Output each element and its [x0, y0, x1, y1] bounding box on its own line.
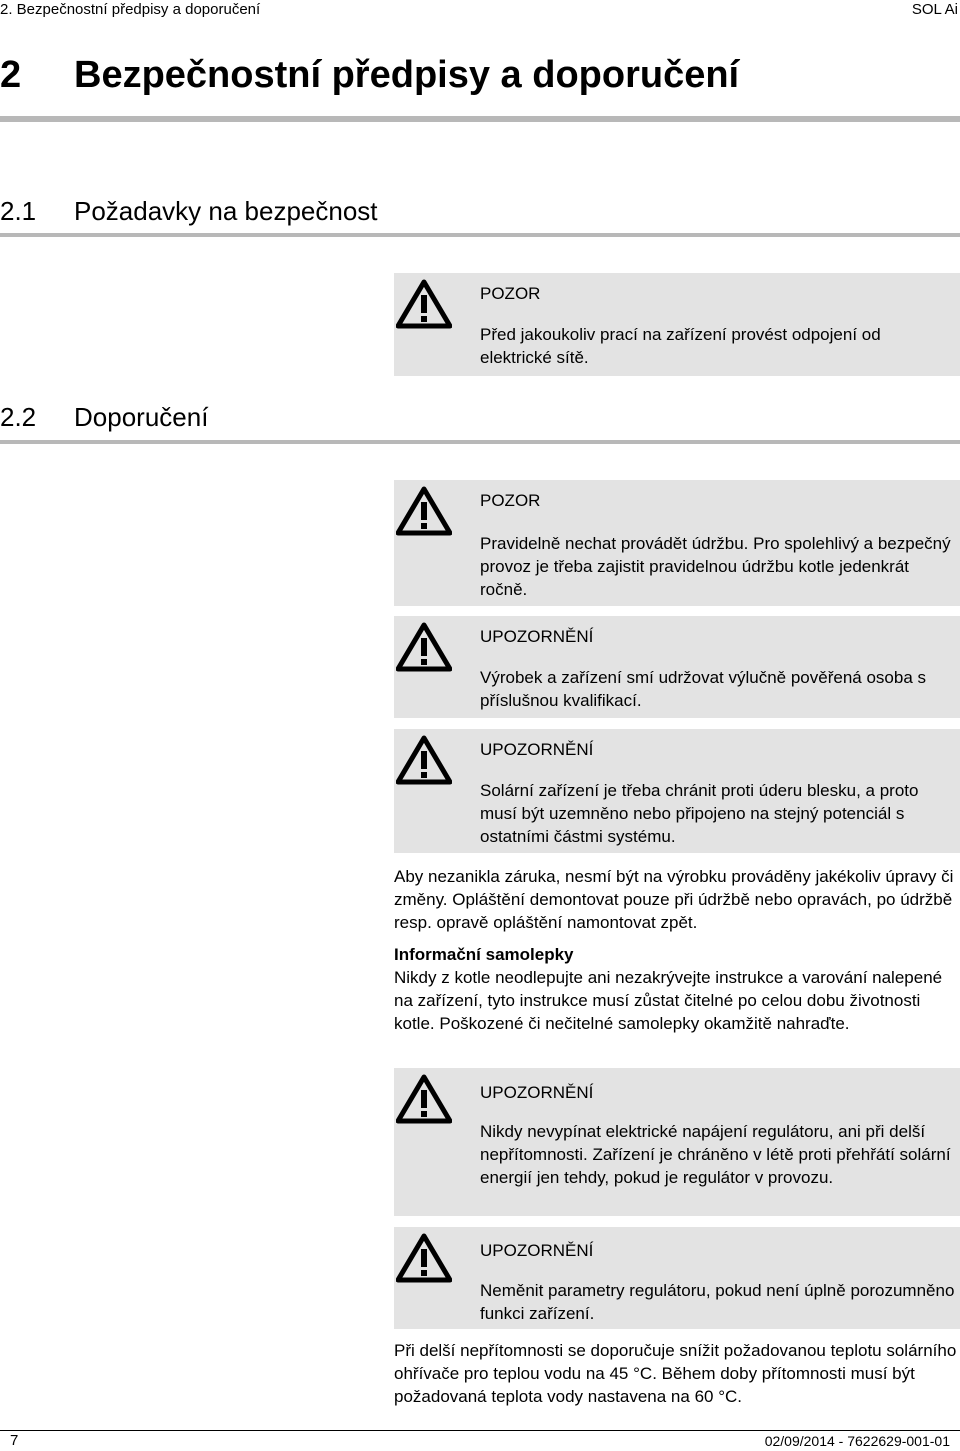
warning-title: UPOZORNĚNÍ: [480, 1241, 594, 1260]
labels-text: Nikdy z kotle neodlepujte ani nezakrývejte instrukce a varování nalepené na zařízení, tyto instrukce musí zůstat čitelné po celou dobu životnosti kotle. Poškozené či nečitelné samolepky okamžitě nahraďte.: [394, 968, 943, 1033]
warning-box: [394, 1068, 960, 1216]
warning-box: [394, 729, 960, 853]
warning-triangle-icon: [396, 1074, 452, 1124]
warning-triangle-icon: [396, 486, 452, 536]
page-number: 7: [10, 1432, 19, 1449]
section-heading-2-1: [0, 195, 378, 227]
warning-triangle-icon: [396, 1233, 452, 1283]
warning-text: Neměnit parametry regulátoru, pokud není úplně porozumněno funkci zařízení.: [480, 1281, 955, 1323]
warning-title: UPOZORNĚNÍ: [480, 1083, 594, 1102]
warning-title: POZOR: [480, 491, 541, 510]
labels-paragraph: [394, 943, 960, 1035]
warning-triangle-icon: [396, 735, 452, 785]
warning-title: POZOR: [480, 284, 541, 303]
warning-triangle-icon: [396, 279, 452, 329]
chapter-divider: [0, 116, 960, 122]
warning-title: UPOZORNĚNÍ: [480, 740, 594, 759]
section-title: Požadavky na bezpečnost: [74, 196, 378, 226]
warning-box: [394, 616, 960, 718]
warning-box: [394, 480, 960, 606]
warning-box: [394, 1227, 960, 1329]
section-heading-2-2: [0, 401, 208, 433]
section-number: 2.1: [0, 196, 37, 226]
warning-triangle-icon: [396, 622, 452, 672]
section-divider: [0, 440, 960, 444]
warning-title: UPOZORNĚNÍ: [480, 627, 594, 646]
warning-text: Nikdy nevypínat elektrické napájení regulátoru, ani při delší nepřítomnosti. Zařízení je chráněno v létě proti přehřátí solární energií jen tehdy, pokud je regulátor v provozu.: [480, 1122, 951, 1187]
footer-divider: [0, 1430, 960, 1431]
warning-text: Pravidelně nechat provádět údržbu. Pro spolehlivý a bezpečný provoz je třeba zajistit pravidelnou údržbu kotle jedenkrát ročně.: [480, 534, 951, 599]
section-divider: [0, 233, 960, 237]
section-number: 2.2: [0, 402, 37, 432]
warning-text: Solární zařízení je třeba chránit proti úderu blesku, a proto musí být uzemněno nebo připojeno na stejný potenciál s ostatními částmi systému.: [480, 781, 919, 846]
section-title: Doporučení: [74, 402, 209, 432]
running-header-section: 2. Bezpečnostní předpisy a doporučení: [0, 1, 261, 18]
warning-text: Výrobek a zařízení smí udržovat výlučně pověřená osoba s příslušnou kvalifikací.: [480, 668, 927, 710]
chapter-number: 2: [0, 54, 22, 96]
warning-box: [394, 273, 960, 376]
chapter-heading: [0, 52, 739, 98]
absence-paragraph: Při delší nepřítomnosti se doporučuje snížit požadovanou teplotu solárního ohřívače pro teplou vodu na 45 °C. Během doby přítomnosti musí být požadovaná teplota vody nastavena na 60 °C.: [394, 1341, 957, 1406]
labels-title: Informační samolepky: [394, 945, 574, 964]
running-header-product: SOL Ai: [911, 1, 958, 18]
warranty-paragraph: Aby nezanikla záruka, nesmí být na výrobku prováděny jakékoliv úpravy či změny. Opláštění demontovat pouze při údržbě nebo opravách, po údržbě resp. opravě opláštění namontovat zpět.: [394, 867, 954, 932]
document-id: 02/09/2014 - 7622629-001-01: [764, 1433, 950, 1449]
warning-text: Před jakoukoliv prací na zařízení provést odpojení od elektrické sítě.: [480, 325, 881, 367]
chapter-title: Bezpečnostní předpisy a doporučení: [74, 54, 740, 96]
